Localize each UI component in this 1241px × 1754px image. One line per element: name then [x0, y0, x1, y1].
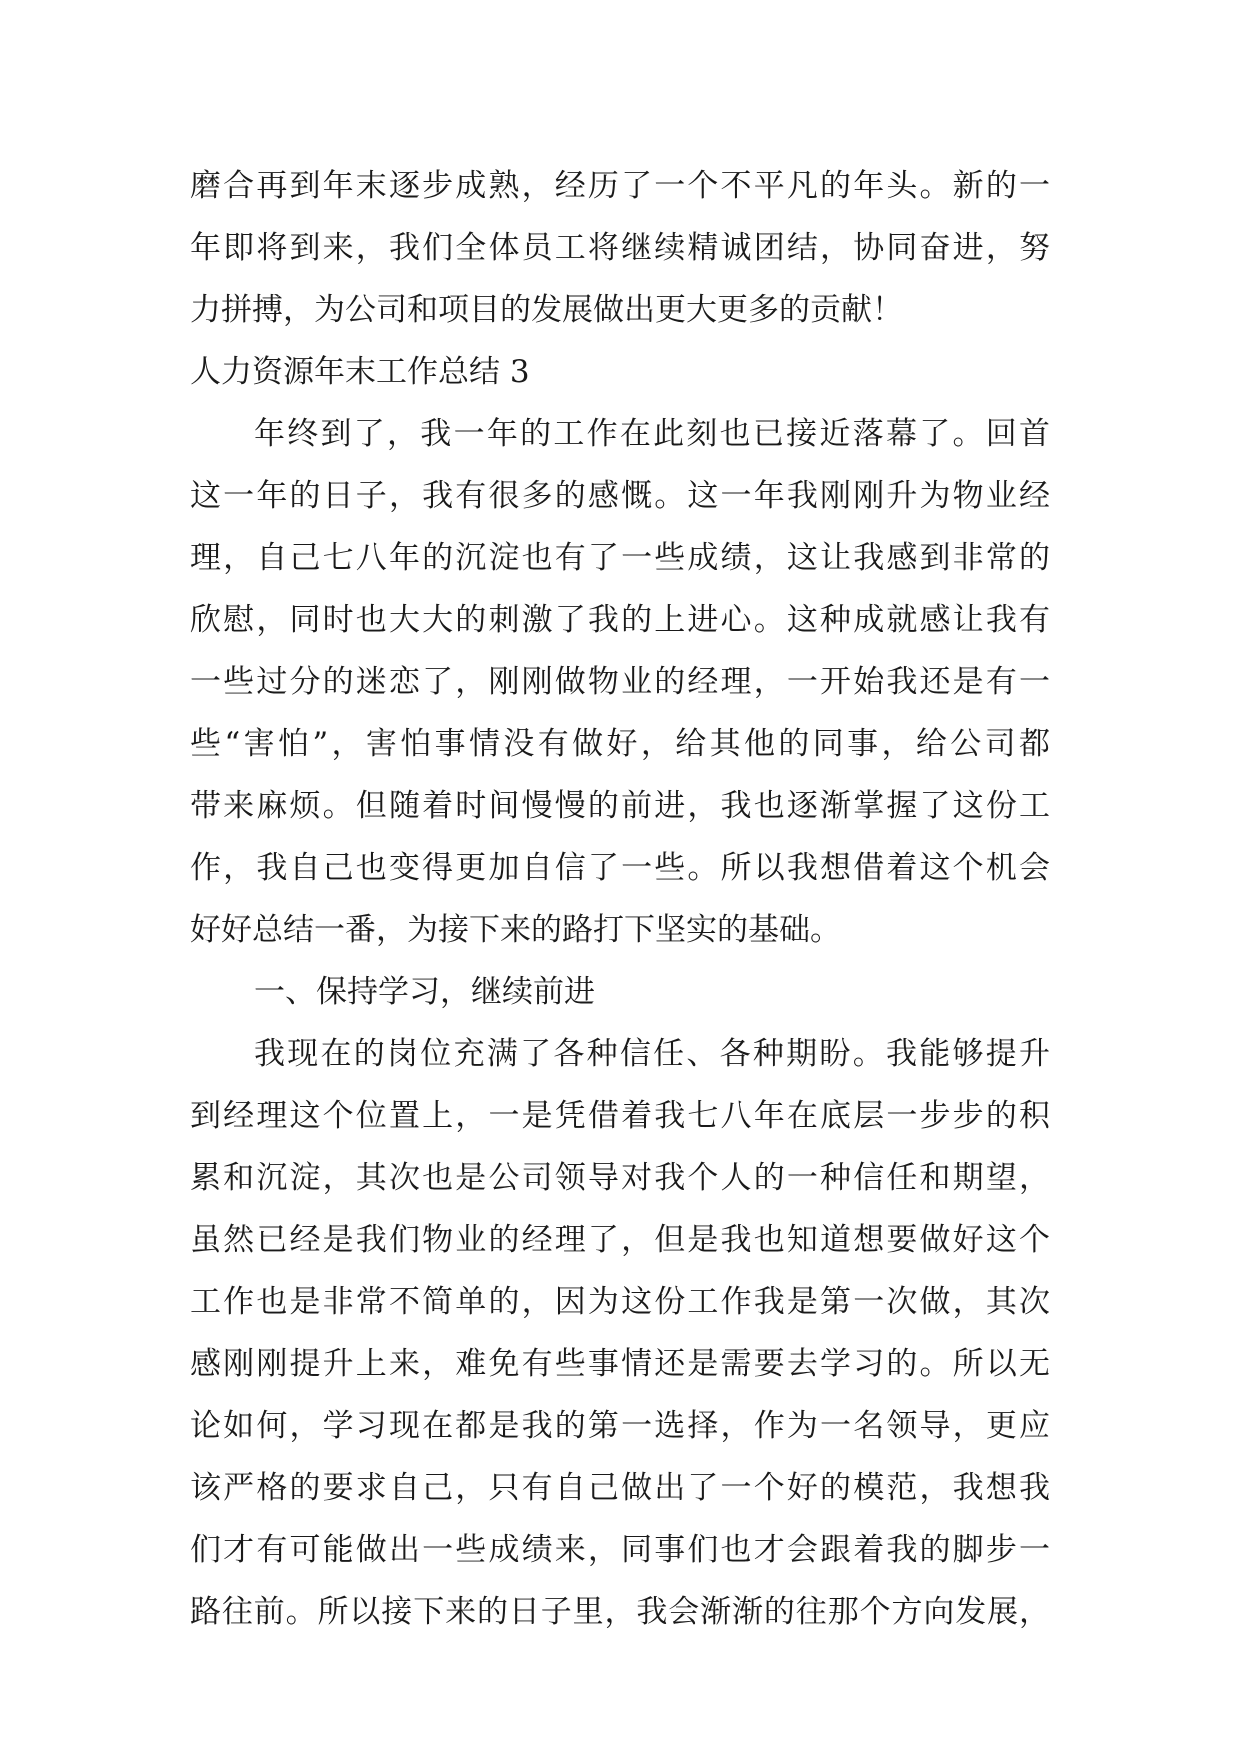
- paragraph-line: 理，自己七八年的沉淀也有了一些成绩，这让我感到非常的: [190, 540, 1050, 576]
- paragraph-line: 工作也是非常不简单的，因为这份工作我是第一次做，其次: [190, 1284, 1050, 1320]
- paragraph-line: 论如何，学习现在都是我的第一选择，作为一名领导，更应: [190, 1408, 1050, 1444]
- paragraph-line: 些“害怕”，害怕事情没有做好，给其他的同事，给公司都: [190, 726, 1050, 762]
- paragraph-line: 年终到了，我一年的工作在此刻也已接近落幕了。回首: [254, 416, 1050, 452]
- paragraph-line: 该严格的要求自己，只有自己做出了一个好的模范，我想我: [190, 1470, 1050, 1506]
- paragraph-line: 作，我自己也变得更加自信了一些。所以我想借着这个机会: [190, 850, 1050, 886]
- subheading: 一、保持学习，继续前进: [254, 974, 595, 1010]
- document-body: [190, 155, 1050, 1643]
- paragraph-line: 这一年的日子，我有很多的感慨。这一年我刚刚升为物业经: [190, 478, 1050, 514]
- paragraph-line: 带来麻烦。但随着时间慢慢的前进，我也逐渐掌握了这份工: [190, 788, 1050, 824]
- paragraph-line: 我现在的岗位充满了各种信任、各种期盼。我能够提升: [254, 1036, 1050, 1072]
- paragraph-line: 到经理这个位置上，一是凭借着我七八年在底层一步步的积: [190, 1098, 1050, 1134]
- intro-line: 年即将到来，我们全体员工将继续精诚团结，协同奋进，努: [190, 230, 1050, 266]
- paragraph-line: 好好总结一番，为接下来的路打下坚实的基础。: [190, 912, 841, 948]
- paragraph-line: 们才有可能做出一些成绩来，同事们也才会跟着我的脚步一: [190, 1532, 1050, 1568]
- paragraph-line: 一些过分的迷恋了，刚刚做物业的经理，一开始我还是有一: [190, 664, 1050, 700]
- paragraph-line: 累和沉淀，其次也是公司领导对我个人的一种信任和期望，: [190, 1160, 1050, 1196]
- section-title: 人力资源年末工作总结 3: [190, 354, 530, 390]
- paragraph-line: 欣慰，同时也大大的刺激了我的上进心。这种成就感让我有: [190, 602, 1050, 638]
- paragraph-line: 虽然已经是我们物业的经理了，但是我也知道想要做好这个: [190, 1222, 1050, 1258]
- intro-line: 力拼搏，为公司和项目的发展做出更大更多的贡献！: [190, 292, 903, 328]
- intro-line: 磨合再到年末逐步成熟，经历了一个不平凡的年头。新的一: [190, 168, 1050, 204]
- paragraph-line: 感刚刚提升上来，难免有些事情还是需要去学习的。所以无: [190, 1346, 1050, 1382]
- paragraph-line: 路往前。所以接下来的日子里，我会渐渐的往那个方向发展，: [190, 1594, 1050, 1630]
